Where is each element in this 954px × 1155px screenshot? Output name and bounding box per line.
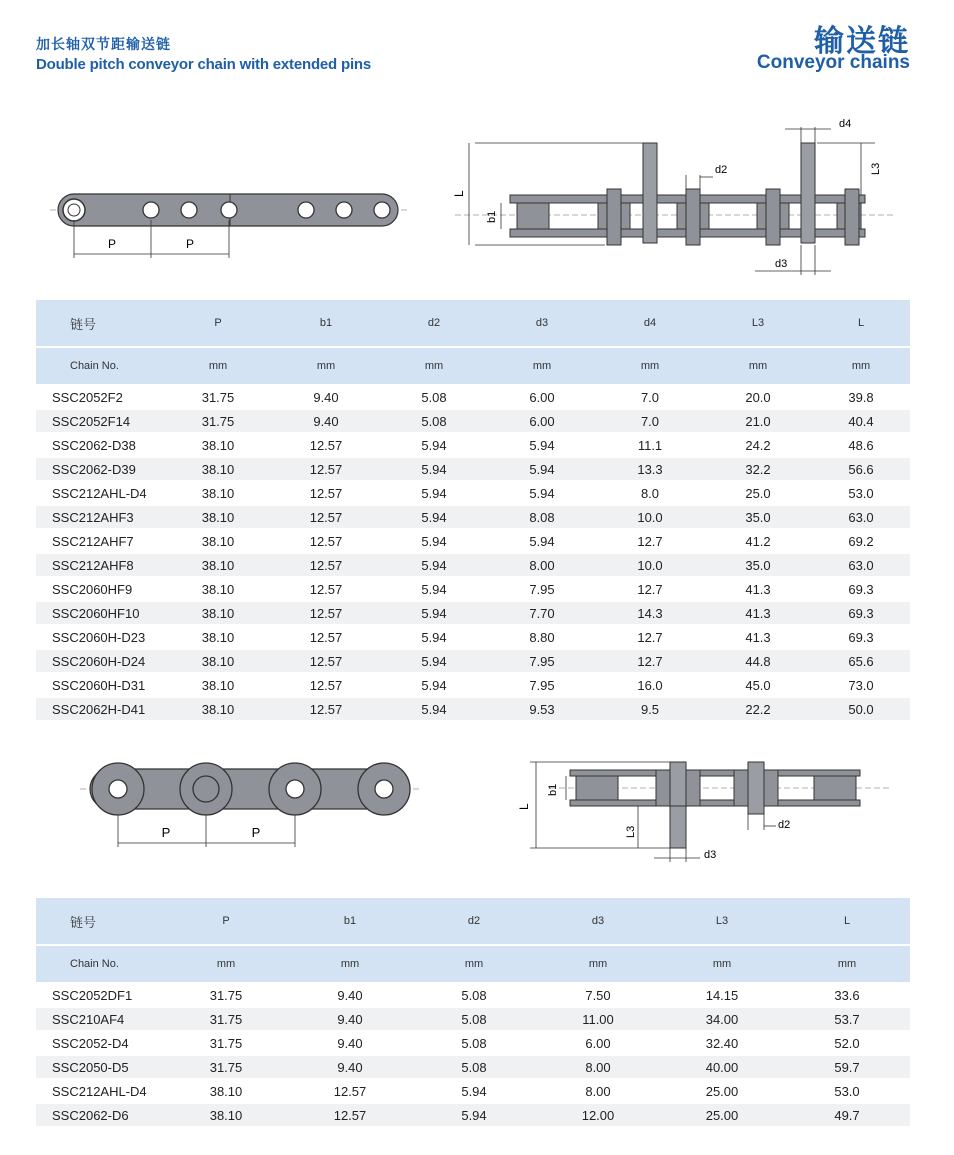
spec-value-cell: 44.8: [704, 649, 812, 673]
spec-value-cell: 5.94: [488, 481, 596, 505]
spec-value-cell: 5.94: [380, 673, 488, 697]
spec-value-cell: 5.94: [380, 697, 488, 720]
spec-value-cell: 7.95: [488, 649, 596, 673]
d2-label: d2: [715, 164, 728, 176]
spec-value-cell: 12.7: [596, 529, 704, 553]
spec-value-cell: 38.10: [164, 697, 272, 720]
pitch-label: P: [185, 237, 195, 251]
spec-value-cell: 69.2: [812, 529, 910, 553]
chain-top-view-diagram-1: [452, 115, 895, 285]
col-unit: mm: [536, 945, 660, 983]
spec-value-cell: 49.7: [784, 1103, 910, 1126]
table-row: [36, 409, 910, 433]
spec-value-cell: 9.40: [272, 409, 380, 433]
spec-value-cell: 33.6: [784, 983, 910, 1007]
chain-number-cell: SSC2052-D4: [36, 1031, 164, 1055]
spec-value-cell: 12.57: [272, 673, 380, 697]
spec-value-cell: 41.3: [704, 601, 812, 625]
table-row: [36, 481, 910, 505]
spec-value-cell: 7.95: [488, 673, 596, 697]
spec-value-cell: 20.0: [704, 385, 812, 409]
spec-value-cell: 48.6: [812, 433, 910, 457]
spec-value-cell: 12.7: [596, 577, 704, 601]
spec-value-cell: 12.57: [272, 649, 380, 673]
spec-value-cell: 5.08: [412, 1031, 536, 1055]
col-header-p: P: [164, 300, 272, 347]
chain-side-view-diagram-1: [50, 180, 410, 270]
col-header-d4: d4: [596, 300, 704, 347]
chain-number-cell: SSC2062-D38: [36, 433, 164, 457]
chain-number-cell: SSC2060H-D24: [36, 649, 164, 673]
chain-number-cell: SSC2060H-D23: [36, 625, 164, 649]
spec-value-cell: 10.0: [596, 553, 704, 577]
spec-value-cell: 21.0: [704, 409, 812, 433]
spec-value-cell: 31.75: [164, 1055, 288, 1079]
spec-value-cell: 12.57: [288, 1079, 412, 1103]
spec-value-cell: 5.94: [380, 505, 488, 529]
spec-value-cell: 12.7: [596, 649, 704, 673]
spec-value-cell: 38.10: [164, 601, 272, 625]
spec-value-cell: 12.57: [272, 481, 380, 505]
col-unit: mm: [380, 347, 488, 385]
chain-number-cell: SSC2060HF9: [36, 577, 164, 601]
spec-value-cell: 41.2: [704, 529, 812, 553]
spec-value-cell: 5.94: [380, 601, 488, 625]
spec-value-cell: 63.0: [812, 505, 910, 529]
spec-value-cell: 7.0: [596, 409, 704, 433]
table-row: [36, 577, 910, 601]
spec-value-cell: 12.7: [596, 625, 704, 649]
spec-value-cell: 5.94: [488, 433, 596, 457]
spec-value-cell: 7.50: [536, 983, 660, 1007]
table-row: [36, 457, 910, 481]
table-row: [36, 983, 910, 1007]
spec-value-cell: 32.2: [704, 457, 812, 481]
spec-value-cell: 38.10: [164, 481, 272, 505]
col-header-d2: d2: [412, 898, 536, 945]
col-unit: mm: [164, 945, 288, 983]
col-header-d3: d3: [488, 300, 596, 347]
spec-value-cell: 53.7: [784, 1007, 910, 1031]
spec-value-cell: 40.4: [812, 409, 910, 433]
spec-table-roller-chain: [36, 898, 910, 1126]
table-row: [36, 697, 910, 720]
spec-value-cell: 5.94: [380, 649, 488, 673]
spec-value-cell: 12.57: [272, 625, 380, 649]
col-header-d3: d3: [536, 898, 660, 945]
length-label: L: [452, 190, 466, 197]
table-row: [36, 1007, 910, 1031]
spec-value-cell: 12.57: [272, 553, 380, 577]
chain-number-cell: SSC212AHF3: [36, 505, 164, 529]
section-title-en: Double pitch conveyor chain with extended pins: [36, 56, 372, 73]
spec-value-cell: 9.53: [488, 697, 596, 720]
spec-value-cell: 9.40: [288, 1031, 412, 1055]
spec-value-cell: 12.57: [272, 457, 380, 481]
table-row: [36, 601, 910, 625]
spec-value-cell: 10.0: [596, 505, 704, 529]
col-header-l3: L3: [704, 300, 812, 347]
brand-title-en: Conveyor chains: [756, 52, 910, 73]
spec-value-cell: 14.3: [596, 601, 704, 625]
spec-value-cell: 5.08: [412, 1007, 536, 1031]
col-unit: mm: [288, 945, 412, 983]
chain-side-view-diagram-2: [80, 755, 420, 855]
spec-value-cell: 5.08: [412, 983, 536, 1007]
spec-value-cell: 5.08: [380, 409, 488, 433]
spec-value-cell: 59.7: [784, 1055, 910, 1079]
spec-value-cell: 7.95: [488, 577, 596, 601]
l3-label: L3: [870, 162, 882, 175]
spec-value-cell: 12.57: [272, 433, 380, 457]
col-unit: mm: [412, 945, 536, 983]
spec-value-cell: 12.57: [272, 505, 380, 529]
spec-value-cell: 69.3: [812, 625, 910, 649]
spec-value-cell: 5.94: [488, 529, 596, 553]
spec-value-cell: 25.0: [704, 481, 812, 505]
spec-value-cell: 40.00: [660, 1055, 784, 1079]
spec-value-cell: 5.94: [488, 457, 596, 481]
chain-number-cell: SSC212AHF7: [36, 529, 164, 553]
d3-label: d3: [704, 849, 717, 861]
col-unit: mm: [596, 347, 704, 385]
d4-label: d4: [839, 118, 852, 130]
spec-value-cell: 5.94: [380, 481, 488, 505]
chain-top-view-diagram-2: [510, 750, 890, 870]
chain-number-cell: SSC212AHL-D4: [36, 1079, 164, 1103]
col-unit: mm: [704, 347, 812, 385]
spec-value-cell: 32.40: [660, 1031, 784, 1055]
col-header-l: L: [784, 898, 910, 945]
spec-value-cell: 8.80: [488, 625, 596, 649]
spec-value-cell: 38.10: [164, 1103, 288, 1126]
spec-value-cell: 5.08: [380, 385, 488, 409]
spec-value-cell: 38.10: [164, 553, 272, 577]
spec-value-cell: 25.00: [660, 1103, 784, 1126]
col-unit: mm: [164, 347, 272, 385]
spec-value-cell: 6.00: [536, 1031, 660, 1055]
spec-value-cell: 35.0: [704, 505, 812, 529]
spec-value-cell: 41.3: [704, 577, 812, 601]
table-row: [36, 649, 910, 673]
table-row: [36, 529, 910, 553]
spec-value-cell: 16.0: [596, 673, 704, 697]
table-row: [36, 673, 910, 697]
spec-value-cell: 38.10: [164, 1079, 288, 1103]
spec-value-cell: 38.10: [164, 673, 272, 697]
col-header-l: L: [812, 300, 910, 347]
spec-value-cell: 45.0: [704, 673, 812, 697]
spec-value-cell: 5.94: [380, 529, 488, 553]
spec-value-cell: 9.40: [288, 1055, 412, 1079]
spec-value-cell: 69.3: [812, 577, 910, 601]
chain-number-cell: SSC2062-D6: [36, 1103, 164, 1126]
col-header-d2: d2: [380, 300, 488, 347]
col-unit: mm: [488, 347, 596, 385]
spec-value-cell: 9.5: [596, 697, 704, 720]
spec-table-extended-pins: [36, 300, 910, 720]
spec-value-cell: 65.6: [812, 649, 910, 673]
spec-value-cell: 9.40: [288, 1007, 412, 1031]
spec-value-cell: 6.00: [488, 409, 596, 433]
chain-number-cell: SSC212AHL-D4: [36, 481, 164, 505]
spec-value-cell: 9.40: [288, 983, 412, 1007]
col-header-b1: b1: [288, 898, 412, 945]
pitch-label: P: [107, 237, 117, 251]
table-row: [36, 1103, 910, 1126]
spec-value-cell: 38.10: [164, 625, 272, 649]
spec-value-cell: 38.10: [164, 505, 272, 529]
table-row: [36, 1079, 910, 1103]
chain-number-cell: SSC2050-D5: [36, 1055, 164, 1079]
col-header-b1: b1: [272, 300, 380, 347]
l3-label: L3: [625, 825, 637, 838]
spec-value-cell: 12.57: [272, 577, 380, 601]
chain-number-cell: SSC2052F14: [36, 409, 164, 433]
spec-value-cell: 50.0: [812, 697, 910, 720]
spec-value-cell: 9.40: [272, 385, 380, 409]
spec-value-cell: 38.10: [164, 457, 272, 481]
spec-value-cell: 11.1: [596, 433, 704, 457]
spec-value-cell: 31.75: [164, 409, 272, 433]
spec-value-cell: 5.94: [380, 457, 488, 481]
pitch-label: P: [251, 825, 261, 840]
chain-number-cell: SSC2062-D39: [36, 457, 164, 481]
pitch-label: P: [161, 825, 171, 840]
spec-value-cell: 31.75: [164, 983, 288, 1007]
spec-value-cell: 5.94: [412, 1103, 536, 1126]
spec-value-cell: 69.3: [812, 601, 910, 625]
col-header-l3: L3: [660, 898, 784, 945]
spec-value-cell: 14.15: [660, 983, 784, 1007]
spec-value-cell: 56.6: [812, 457, 910, 481]
spec-value-cell: 5.94: [412, 1079, 536, 1103]
table-row: [36, 553, 910, 577]
spec-value-cell: 22.2: [704, 697, 812, 720]
spec-value-cell: 73.0: [812, 673, 910, 697]
spec-value-cell: 52.0: [784, 1031, 910, 1055]
spec-value-cell: 31.75: [164, 385, 272, 409]
spec-value-cell: 12.57: [272, 601, 380, 625]
col-header-chain-no-en: Chain No.: [36, 945, 164, 983]
spec-value-cell: 5.94: [380, 577, 488, 601]
chain-number-cell: SSC2052F2: [36, 385, 164, 409]
spec-value-cell: 6.00: [488, 385, 596, 409]
inner-width-label: b1: [547, 783, 559, 796]
spec-value-cell: 12.57: [272, 529, 380, 553]
spec-value-cell: 7.70: [488, 601, 596, 625]
spec-value-cell: 12.57: [288, 1103, 412, 1126]
spec-value-cell: 38.10: [164, 649, 272, 673]
spec-value-cell: 53.0: [784, 1079, 910, 1103]
table-row: [36, 625, 910, 649]
col-header-chain-no-en: Chain No.: [36, 347, 164, 385]
chain-number-cell: SSC2062H-D41: [36, 697, 164, 720]
spec-value-cell: 11.00: [536, 1007, 660, 1031]
spec-value-cell: 13.3: [596, 457, 704, 481]
spec-value-cell: 63.0: [812, 553, 910, 577]
d3-label: d3: [775, 258, 788, 270]
chain-number-cell: SSC2060H-D31: [36, 673, 164, 697]
col-unit: mm: [660, 945, 784, 983]
table-row: [36, 1055, 910, 1079]
table-row: [36, 505, 910, 529]
col-header-chain-no-cn: 链号: [36, 300, 164, 347]
table-row: [36, 433, 910, 457]
spec-value-cell: 41.3: [704, 625, 812, 649]
spec-value-cell: 38.10: [164, 577, 272, 601]
chain-number-cell: SSC2052DF1: [36, 983, 164, 1007]
spec-value-cell: 12.57: [272, 697, 380, 720]
spec-value-cell: 35.0: [704, 553, 812, 577]
chain-number-cell: SSC212AHF8: [36, 553, 164, 577]
spec-value-cell: 31.75: [164, 1007, 288, 1031]
spec-value-cell: 12.00: [536, 1103, 660, 1126]
spec-value-cell: 34.00: [660, 1007, 784, 1031]
col-unit: mm: [272, 347, 380, 385]
col-unit: mm: [784, 945, 910, 983]
spec-value-cell: 5.94: [380, 553, 488, 577]
spec-value-cell: 5.94: [380, 433, 488, 457]
d2-label: d2: [778, 819, 791, 831]
table-row: [36, 385, 910, 409]
spec-value-cell: 8.0: [596, 481, 704, 505]
spec-value-cell: 8.00: [488, 553, 596, 577]
spec-value-cell: 5.08: [412, 1055, 536, 1079]
spec-value-cell: 38.10: [164, 529, 272, 553]
spec-value-cell: 39.8: [812, 385, 910, 409]
col-header-p: P: [164, 898, 288, 945]
inner-width-label: b1: [486, 210, 498, 223]
col-unit: mm: [812, 347, 910, 385]
spec-value-cell: 7.0: [596, 385, 704, 409]
spec-value-cell: 5.94: [380, 625, 488, 649]
spec-value-cell: 38.10: [164, 433, 272, 457]
spec-value-cell: 53.0: [812, 481, 910, 505]
section-title-cn: 加长轴双节距输送链: [36, 36, 171, 52]
col-header-chain-no-cn: 链号: [36, 898, 164, 945]
brand-title-cn: 输送链: [814, 25, 910, 58]
spec-value-cell: 24.2: [704, 433, 812, 457]
spec-value-cell: 31.75: [164, 1031, 288, 1055]
chain-number-cell: SSC210AF4: [36, 1007, 164, 1031]
table-row: [36, 1031, 910, 1055]
spec-value-cell: 8.00: [536, 1079, 660, 1103]
chain-number-cell: SSC2060HF10: [36, 601, 164, 625]
spec-value-cell: 25.00: [660, 1079, 784, 1103]
spec-value-cell: 8.00: [536, 1055, 660, 1079]
spec-value-cell: 8.08: [488, 505, 596, 529]
length-label: L: [517, 803, 531, 810]
